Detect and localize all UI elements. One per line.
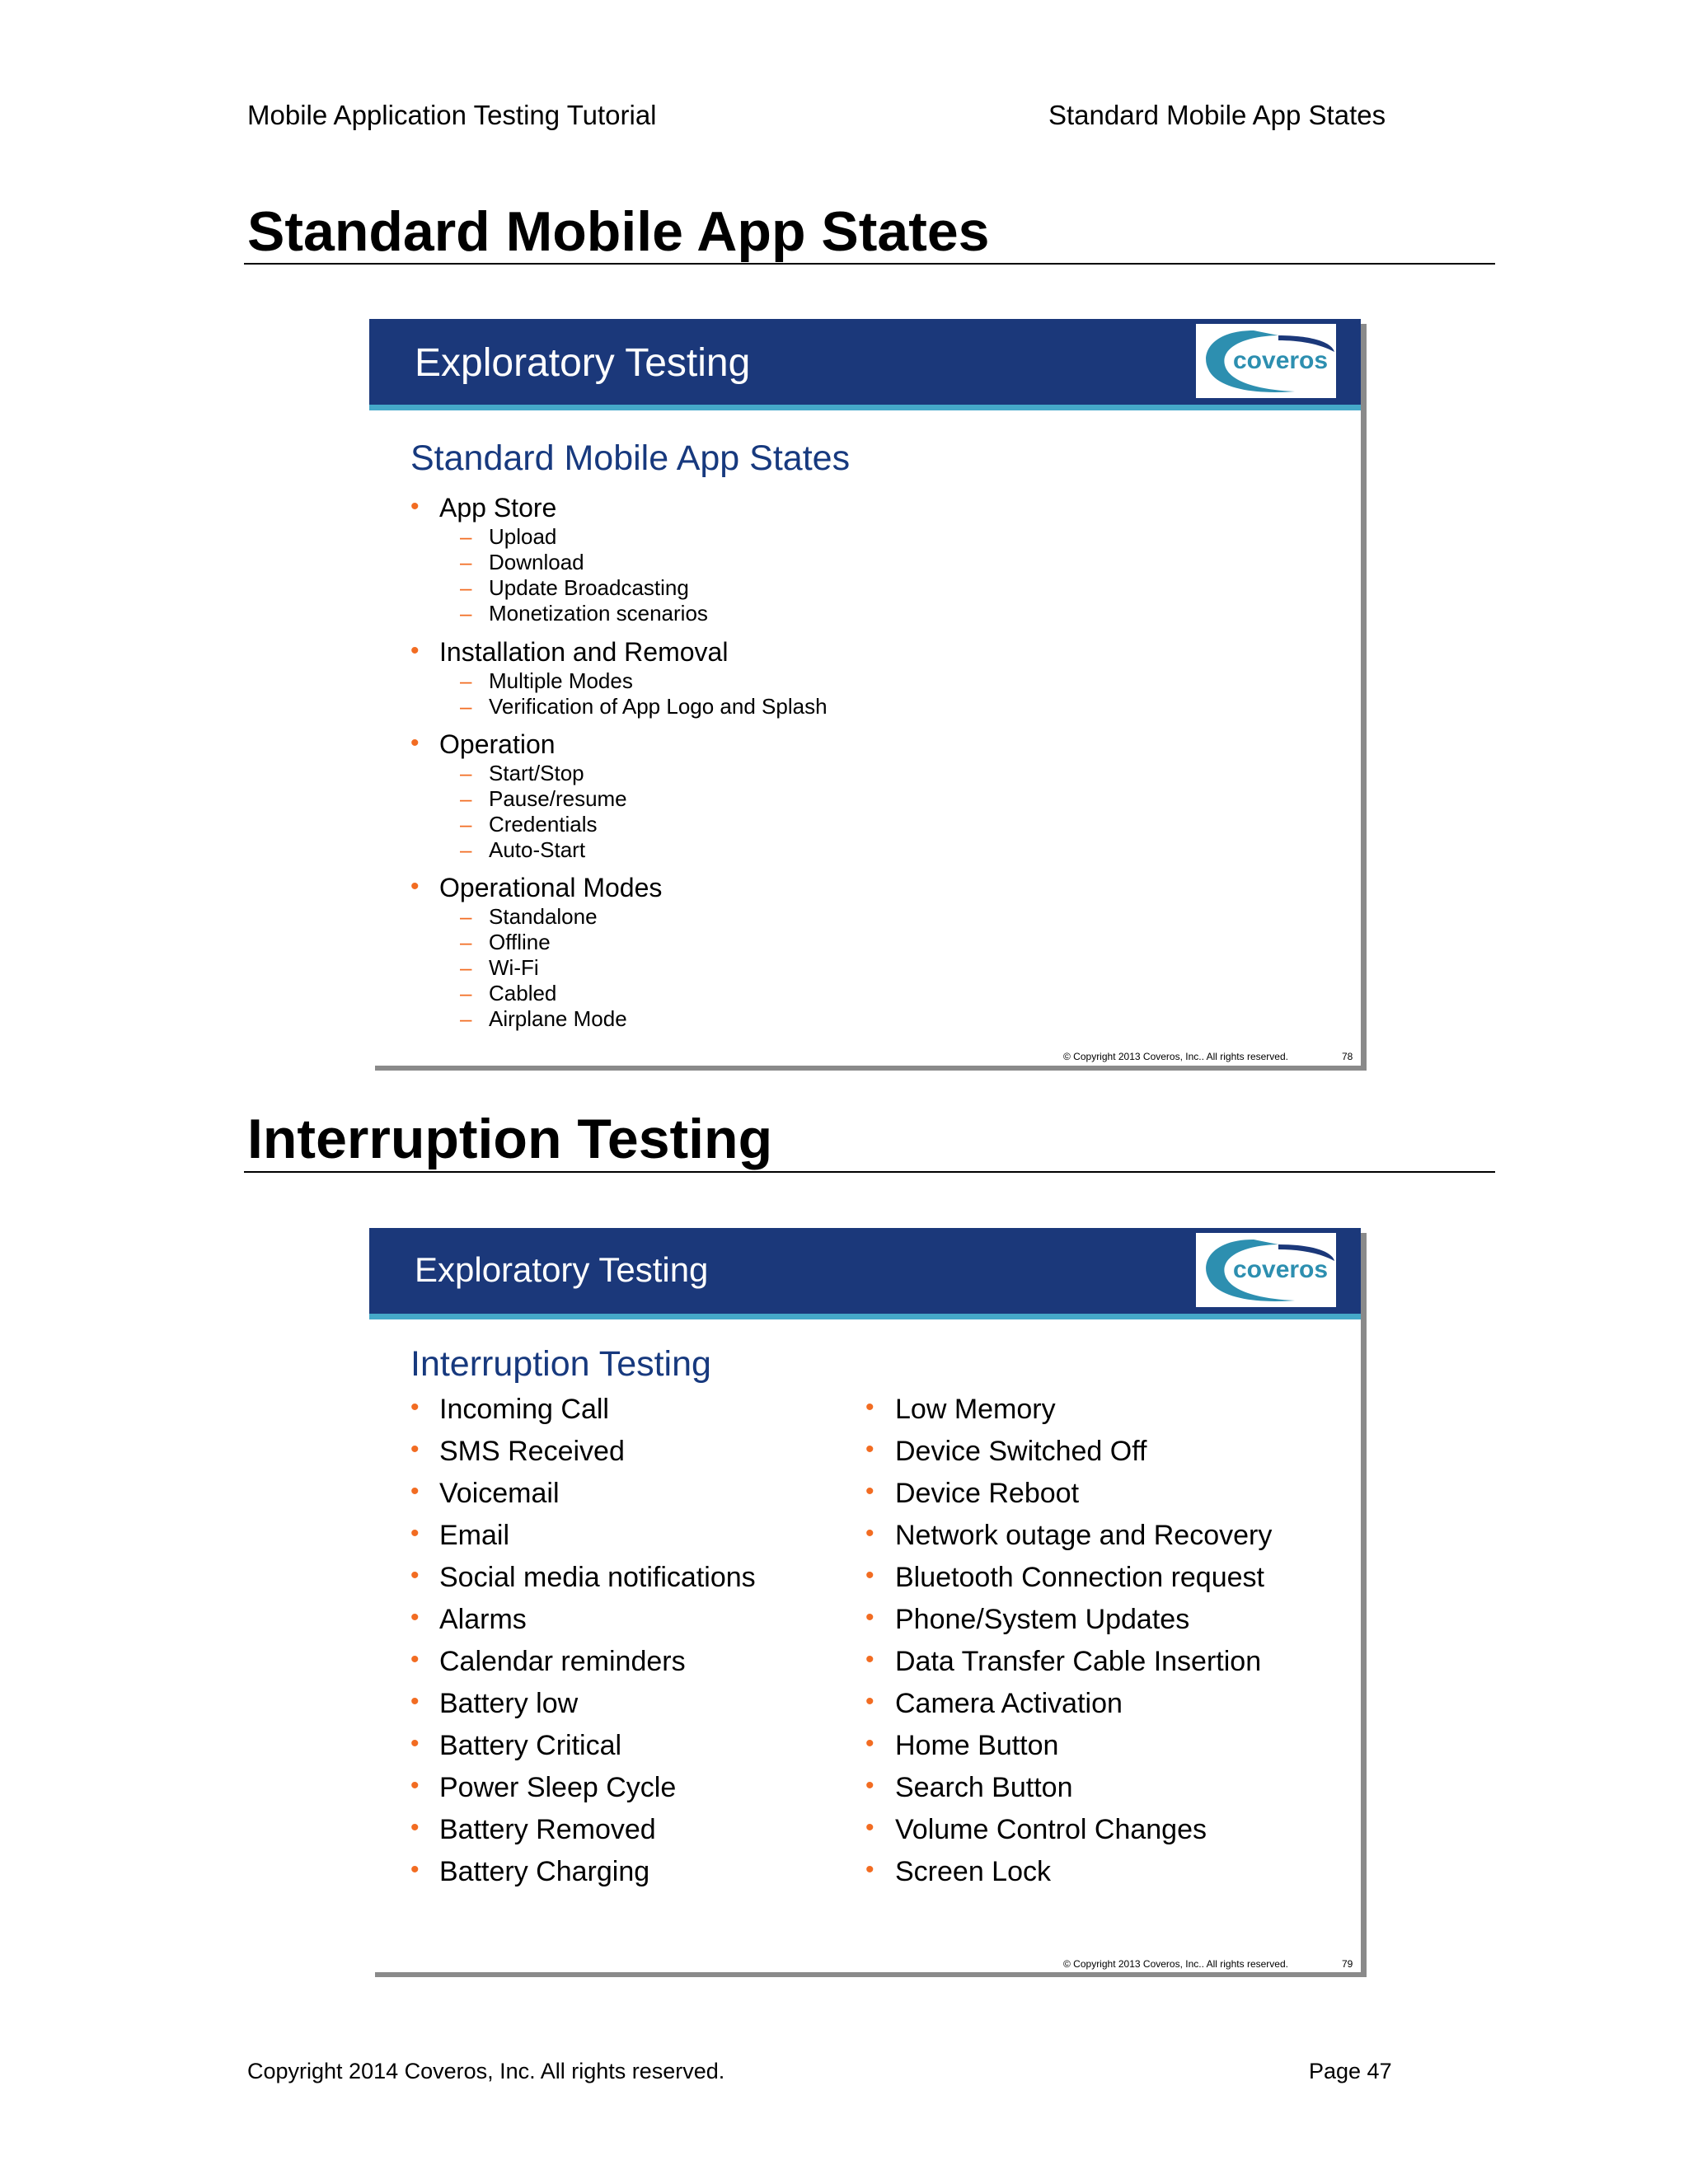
- dash-icon: –: [460, 524, 472, 549]
- bullet-icon: •: [410, 1520, 420, 1547]
- bullet-icon: •: [865, 1646, 874, 1673]
- bullet-icon: •: [865, 1520, 874, 1547]
- list-item-group: App Store: [439, 493, 557, 523]
- bullet-icon: •: [410, 493, 420, 520]
- list-item: Bluetooth Connection request: [895, 1562, 1264, 1593]
- list-item: Screen Lock: [895, 1856, 1051, 1887]
- bullet-icon: •: [865, 1814, 874, 1841]
- list-item: Email: [439, 1520, 510, 1551]
- footer-page-number: Page 47: [1309, 2059, 1392, 2083]
- dash-icon: –: [460, 786, 472, 811]
- dash-icon: –: [460, 761, 472, 785]
- slide-heading: Standard Mobile App States: [410, 438, 851, 478]
- footer-copyright: Copyright 2014 Coveros, Inc. All rights reserved.: [247, 2059, 725, 2083]
- list-item: Low Memory: [895, 1394, 1056, 1425]
- list-item: Search Button: [895, 1772, 1073, 1803]
- running-header-right: Standard Mobile App States: [1048, 100, 1386, 130]
- slide-copyright: © Copyright 2013 Coveros, Inc.. All rights reserved.: [1063, 1051, 1288, 1062]
- dash-icon: –: [460, 837, 472, 862]
- slide-page-number: 78: [1342, 1051, 1353, 1062]
- coveros-logo-text: coveros: [1233, 1256, 1329, 1283]
- dash-icon: –: [460, 550, 472, 574]
- list-item: Network outage and Recovery: [895, 1520, 1273, 1551]
- list-item: Device Reboot: [895, 1478, 1080, 1509]
- bullet-icon: •: [865, 1730, 874, 1757]
- list-subitem: Monetization scenarios: [489, 601, 708, 626]
- bullet-icon: •: [865, 1604, 874, 1631]
- slide-interruption-testing: [369, 1228, 1361, 1972]
- list-item: Camera Activation: [895, 1688, 1123, 1719]
- section-title-interruption: Interruption Testing: [247, 1108, 773, 1170]
- list-item: Voicemail: [439, 1478, 560, 1509]
- list-item: SMS Received: [439, 1436, 625, 1467]
- list-item-group: Operation: [439, 729, 556, 759]
- slide-copyright: © Copyright 2013 Coveros, Inc.. All rights reserved.: [1063, 1958, 1288, 1970]
- slide-band-accent-line: [369, 405, 1361, 410]
- list-subitem: Standalone: [489, 904, 598, 929]
- section-rule: [244, 263, 1495, 265]
- list-item: Data Transfer Cable Insertion: [895, 1646, 1262, 1677]
- coveros-logo-mark: [1196, 1233, 1336, 1307]
- slide-standard-app-states: [369, 319, 1361, 1066]
- dash-icon: –: [460, 981, 472, 1005]
- list-subitem: Cabled: [489, 981, 557, 1005]
- slide-band-title: Exploratory Testing: [415, 341, 751, 385]
- bullet-icon: •: [865, 1478, 874, 1505]
- bullet-icon: •: [410, 1688, 420, 1715]
- dash-icon: –: [460, 812, 472, 837]
- bullet-icon: •: [865, 1436, 874, 1463]
- bullet-icon: •: [865, 1688, 874, 1715]
- bullet-icon: •: [410, 1604, 420, 1631]
- slide-title-band: [369, 1228, 1361, 1314]
- list-item: Volume Control Changes: [895, 1814, 1207, 1845]
- bullet-icon: •: [410, 1814, 420, 1841]
- list-subitem: Pause/resume: [489, 786, 627, 811]
- list-item: Incoming Call: [439, 1394, 609, 1425]
- bullet-icon: •: [410, 1562, 420, 1589]
- list-subitem: Update Broadcasting: [489, 575, 689, 600]
- list-item: Phone/System Updates: [895, 1604, 1190, 1635]
- dash-icon: –: [460, 601, 472, 626]
- bullet-icon: •: [410, 1478, 420, 1505]
- coveros-logo: [1196, 1233, 1336, 1307]
- list-item: Alarms: [439, 1604, 527, 1635]
- list-item-group: Operational Modes: [439, 873, 663, 902]
- list-item: Calendar reminders: [439, 1646, 686, 1677]
- list-subitem: Multiple Modes: [489, 668, 633, 693]
- bullet-icon: •: [410, 1730, 420, 1757]
- list-subitem: Auto-Start: [489, 837, 586, 862]
- list-item: Power Sleep Cycle: [439, 1772, 677, 1803]
- list-subitem: Upload: [489, 524, 557, 549]
- bullet-icon: •: [865, 1562, 874, 1589]
- section-rule: [244, 1171, 1495, 1173]
- slide-heading: Interruption Testing: [410, 1344, 711, 1384]
- slide-band-title: Exploratory Testing: [415, 1250, 709, 1289]
- list-subitem: Verification of App Logo and Splash: [489, 694, 828, 719]
- list-item: Battery Charging: [439, 1856, 650, 1887]
- bullet-icon: •: [410, 1394, 420, 1421]
- dash-icon: –: [460, 575, 472, 600]
- bullet-icon: •: [410, 1856, 420, 1883]
- dash-icon: –: [460, 694, 472, 719]
- section-title-app-states: Standard Mobile App States: [247, 200, 990, 263]
- bullet-icon: •: [410, 1772, 420, 1799]
- list-item: Battery Removed: [439, 1814, 656, 1845]
- list-item: Social media notifications: [439, 1562, 756, 1593]
- bullet-icon: •: [865, 1856, 874, 1883]
- running-header-left: Mobile Application Testing Tutorial: [247, 100, 657, 130]
- bullet-icon: •: [410, 729, 420, 757]
- bullet-icon: •: [410, 1646, 420, 1673]
- bullet-icon: •: [410, 637, 420, 664]
- coveros-logo-text: coveros: [1233, 347, 1329, 374]
- dash-icon: –: [460, 904, 472, 929]
- slide-page-number: 79: [1342, 1958, 1353, 1970]
- coveros-logo-mark: [1196, 324, 1336, 398]
- list-item: Home Button: [895, 1730, 1059, 1761]
- slide-band-accent-line: [369, 1314, 1361, 1319]
- list-subitem: Offline: [489, 930, 551, 954]
- bullet-icon: •: [865, 1394, 874, 1421]
- slide-title-band: [369, 319, 1361, 405]
- dash-icon: –: [460, 668, 472, 693]
- list-subitem: Airplane Mode: [489, 1006, 627, 1031]
- dash-icon: –: [460, 955, 472, 980]
- dash-icon: –: [460, 930, 472, 954]
- list-subitem: Download: [489, 550, 584, 574]
- dash-icon: –: [460, 1006, 472, 1031]
- bullet-icon: •: [865, 1772, 874, 1799]
- list-subitem: Start/Stop: [489, 761, 584, 785]
- bullet-icon: •: [410, 1436, 420, 1463]
- list-item: Battery low: [439, 1688, 579, 1719]
- list-item: Device Switched Off: [895, 1436, 1147, 1467]
- list-subitem: Credentials: [489, 812, 598, 837]
- list-item: Battery Critical: [439, 1730, 622, 1761]
- list-subitem: Wi-Fi: [489, 955, 539, 980]
- coveros-logo: [1196, 324, 1336, 398]
- bullet-icon: •: [410, 873, 420, 900]
- list-item-group: Installation and Removal: [439, 637, 729, 667]
